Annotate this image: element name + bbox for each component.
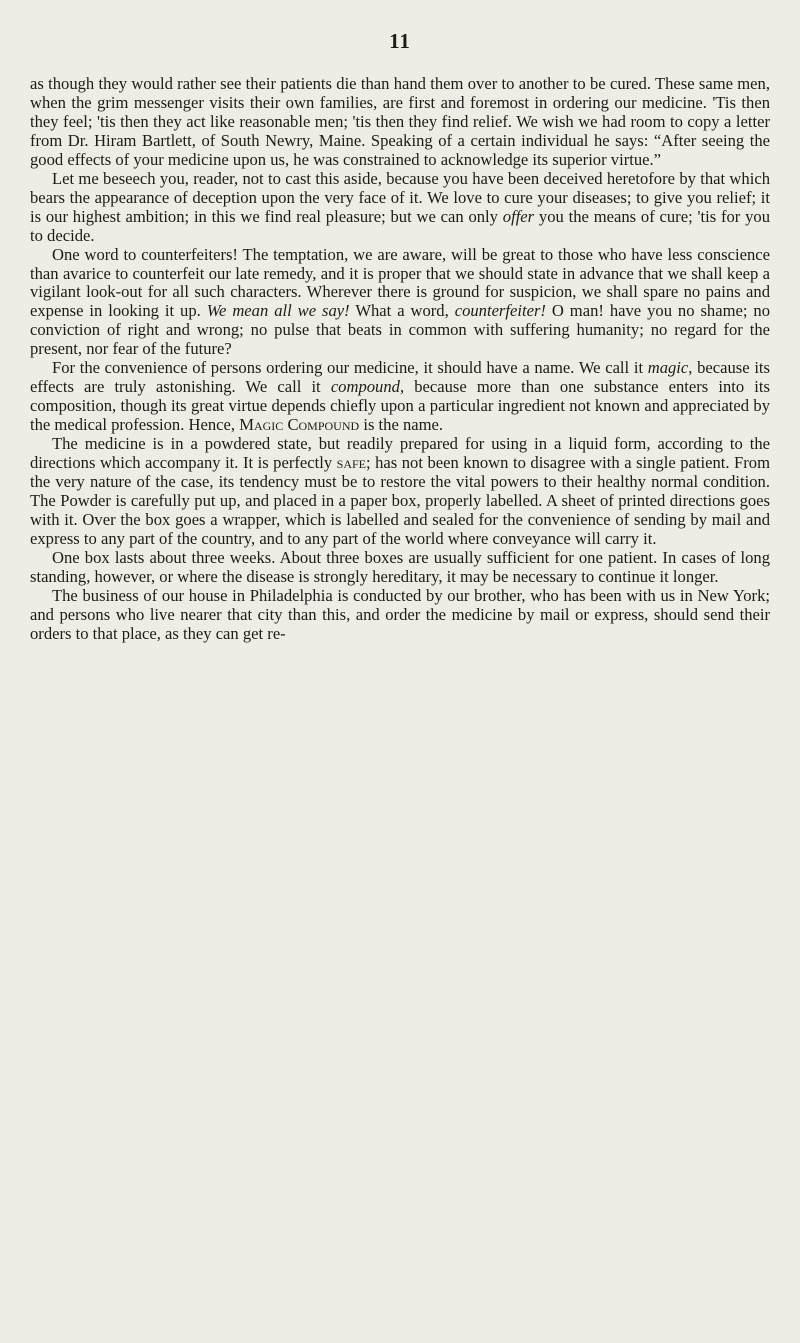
text-segment: What a word, — [349, 301, 455, 321]
paragraph-beseech-reader — [30, 170, 770, 246]
italic-emphasis: magic — [647, 358, 689, 378]
text-segment: , because its effects are truly astonishing. We call it — [30, 358, 770, 397]
text-segment: , because more than one substance enters into its composition, though its great virtue depends chiefly upon a particular ingredient not known and appreciated by the medical profession. Hence, — [30, 377, 770, 435]
text-segment: is the name. — [359, 415, 444, 435]
text-segment: One word to counterfeiters! The temptation, we are aware, will be great to those who have less conscience than avarice to counterfeit our late remedy, and it is proper that we should state in advance that we shall keep a vigilant look-out for all such characters. Wherever there is ground for suspicion, we shall spare no pains and expense in looking it up. — [30, 244, 770, 321]
italic-emphasis: offer — [502, 206, 535, 226]
text-segment: The medicine is in a powdered state, but readily prepared for using in a liquid form, according to the directions which accompany it. It is perfectly — [30, 434, 770, 473]
paragraph-continuation: as though they would rather see their patients die than hand them over to another to be cured. These same men, when the grim messenger visits their own families, are first and foremost in ordering our medicine. 'Tis then they feel; 'tis then they act like reasonable men; 'tis then they find relief. We wish we had room to copy a letter from Dr. Hiram Bartlett, of South Newry, Maine. Speaking of a certain individual he says: “After seeing the good effects of your medicine upon us, he was constrained to acknowledge its superior virtue.” — [30, 74, 770, 169]
paragraph-medicine-name — [30, 359, 770, 435]
small-caps-text: Magic Compound — [239, 415, 360, 435]
small-caps-text: safe — [336, 453, 366, 473]
body-text — [30, 75, 770, 644]
paragraph-philadelphia-business: The business of our house in Philadelphia is conducted by our brother, who has been with us in New York; and persons who live nearer that city than this, and order the medicine by mail or express, should send their orders to that place, as they can get re- — [30, 585, 770, 643]
italic-emphasis: compound — [330, 377, 400, 397]
text-segment: O man! have you no shame; no conviction of right and wrong; no pulse that beats in common with suffering humanity; no regard for the present, nor fear of the future? — [30, 301, 770, 359]
italic-emphasis: We mean all we say! — [206, 301, 350, 321]
paragraph-dosage: One box lasts about three weeks. About three boxes are usually sufficient for one patient. In cases of long standing, however, or where the disease is strongly hereditary, it may be necessary to continue it longer. — [30, 547, 770, 586]
paragraph-counterfeiters — [30, 246, 770, 360]
text-segment: you the means of cure; 'tis for you to decide. — [30, 206, 770, 245]
paragraph-powder-preparation — [30, 435, 770, 549]
page-number: 11 — [389, 29, 411, 53]
text-segment: ; has not been known to disagree with a single patient. From the very nature of the case, its tendency must be to restore the vital powers to their healthy normal condition. The Powder is carefully put up, and placed in a paper box, properly labelled. A sheet of printed directions goes with it. Over the box goes a wrapper, which is labelled and sealed for the convenience of sending by mail and express to any part of the country, and to any part of the world where conveyance will carry it. — [30, 453, 770, 548]
text-segment: Let me beseech you, reader, not to cast this aside, because you have been deceived heretofore by that which bears the appearance of deception upon the very face of it. We love to cure your diseases; to give you relief; it is our highest ambition; in this we find real pleasure; but we can only — [30, 168, 770, 226]
text-segment: For the convenience of persons ordering our medicine, it should have a name. We call it — [52, 358, 648, 378]
italic-emphasis: counterfeiter! — [454, 301, 546, 321]
